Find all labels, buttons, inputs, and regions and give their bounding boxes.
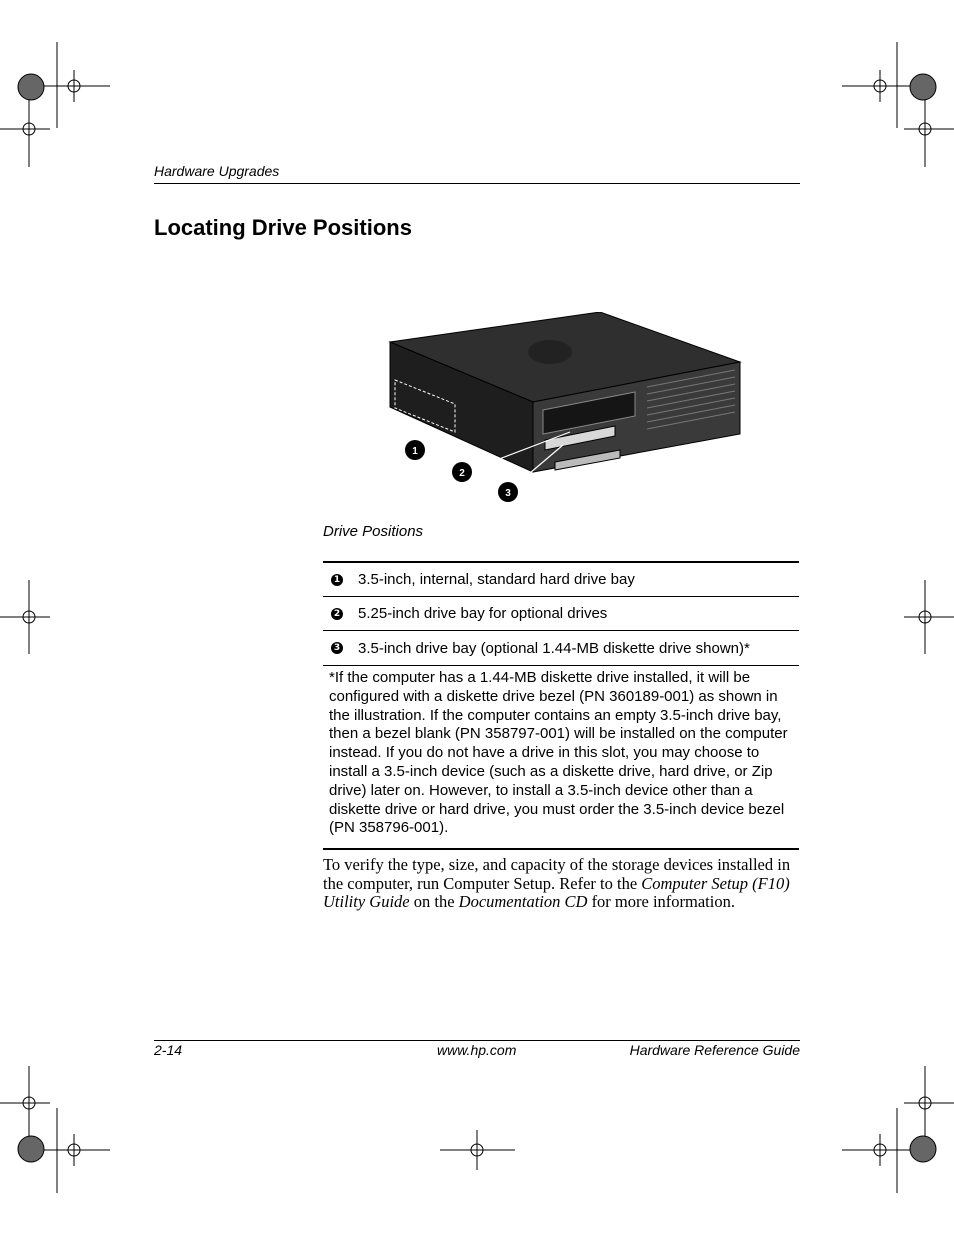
legend-number-1: 1 bbox=[331, 574, 343, 586]
figure-caption: Drive Positions bbox=[323, 523, 424, 540]
callout-2 bbox=[452, 462, 472, 482]
legend-row-2 bbox=[323, 596, 799, 630]
reference-computer-setup-guide: Computer Setup (F10) Utility Guide bbox=[323, 873, 790, 912]
legend-text-1: 3.5-inch, internal, standard hard drive bay bbox=[358, 571, 635, 588]
running-header: Hardware Upgrades bbox=[154, 163, 280, 179]
svg-text:2: 2 bbox=[459, 468, 465, 479]
legend-number-2: 2 bbox=[331, 608, 343, 620]
body-text-part-2: on the bbox=[409, 892, 459, 912]
footer-guide-title: Hardware Reference Guide bbox=[629, 1042, 800, 1058]
computer-drive-illustration bbox=[385, 312, 745, 507]
body-text-part-1: To verify the type, size, and capacity of the storage devices installed in the computer, run Computer Setup. Refer to the bbox=[323, 855, 791, 893]
page-number: 2-14 bbox=[154, 1042, 183, 1058]
reference-documentation-cd: Documentation CD bbox=[458, 892, 588, 912]
legend-table bbox=[323, 561, 799, 850]
legend-text-3: 3.5-inch drive bay (optional 1.44-MB diskette drive shown)* bbox=[358, 639, 750, 657]
callout-1 bbox=[405, 440, 425, 460]
footer-url: www.hp.com bbox=[437, 1042, 517, 1058]
legend-footnote: *If the computer has a 1.44-MB diskette drive installed, it will be configured with a diskette drive bezel (PN 360189-001) as shown in the illustration. If the computer contains an empty 3.5-inch drive bay, then a bezel blank (PN 358797-001) will be installed on the computer instead. If you do not have a drive in this slot, you may choose to install a 3.5-inch device (such as a diskette drive, hard drive, or Zip drive) later on. However, to install a 3.5-inch device other than a diskette drive or hard drive, you must order the 3.5-inch device bezel (PN 358796-001). bbox=[323, 665, 799, 850]
body-paragraph bbox=[323, 856, 803, 912]
section-title: Locating Drive Positions bbox=[154, 215, 412, 240]
svg-text:3: 3 bbox=[505, 488, 511, 499]
body-text-part-3: for more information. bbox=[587, 892, 735, 912]
header-rule bbox=[154, 183, 800, 184]
legend-row-3 bbox=[323, 630, 799, 665]
legend-row-1 bbox=[323, 561, 799, 596]
legend-text-2: 5.25-inch drive bay for optional drives bbox=[358, 605, 608, 622]
svg-text:1: 1 bbox=[412, 446, 418, 457]
footer-rule bbox=[154, 1040, 800, 1041]
callout-3 bbox=[498, 482, 518, 502]
legend-number-3: 3 bbox=[331, 642, 343, 654]
